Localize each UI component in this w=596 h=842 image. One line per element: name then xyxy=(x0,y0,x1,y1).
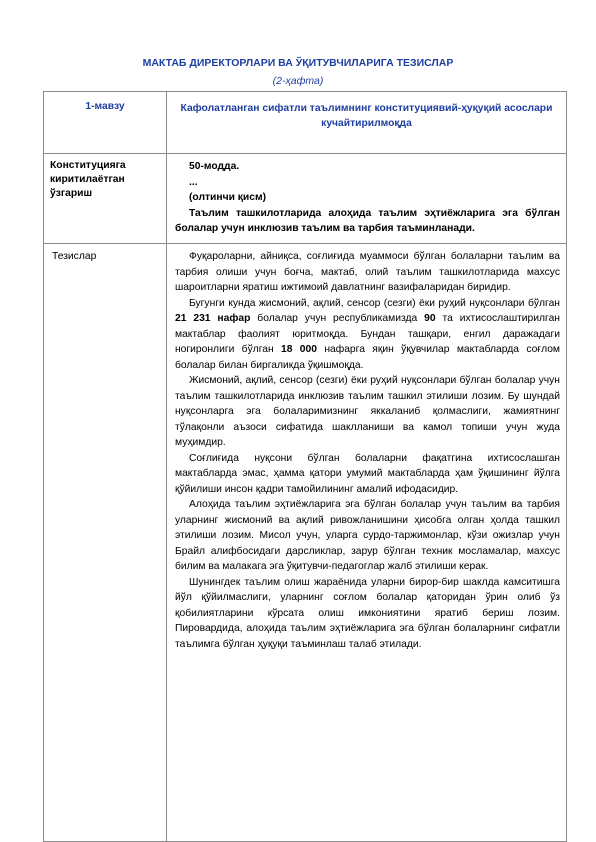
article-ellipsis: ... xyxy=(189,176,198,188)
article-number: 50-модда. xyxy=(189,161,240,172)
thesis-paragraph-4: Соғлиғида нуқсони бўлган болаларни фақатгина ихтисослашган мактабларда эмас, ҳамма қатори умумий мактабларда ҳам ўқишининг йўлга қўйилиши инсон қадри тамойилининг амалий ифодасидир. xyxy=(175,452,560,495)
thesis-paragraph-2: Бугунги кунда жисмоний, ақлий, сенсор (сезги) ёки руҳий нуқсонлари бўлган 21 231 нафар болалар учун республикамизда 90 та ихтисослаштирилган мактаблар фаолият юритмоқда. Бундан ташқари, енгил даражадаги ногиронлиги бўлган 18 000 нафарга яқин ўқувчилар мактабларда соғлом болалар билан биргаликда ўқишмоқда. xyxy=(175,297,560,371)
thesis-table xyxy=(43,91,567,842)
thesis-paragraph-6: Шунингдек таълим олиш жараёнида уларни бирор-бир шаклда камситишга йўл қўйилмаслиги, уларнинг соғлом болалар қаторидан ўрин олиб ўз қобилиятларини кўрсата олиш имкониятини яратиб бериш лозим. Пировардида, алоҳида таълим эҳтиёжларига эга бўлган болаларнинг сифатли таълимга бўлган ҳуқуқи таъминлаш талаб этилади. xyxy=(175,576,560,650)
document-title: МАКТАБ ДИРЕКТОРЛАРИ ВА ЎҚИТУВЧИЛАРИГА ТЕЗИСЛАР xyxy=(142,57,454,69)
thesis-paragraph-1: Фуқароларни, айниқса, соғлиғида муаммоси бўлган болаларни таълим ва тарбия олиши учун боғча, мактаб, олий таълим ташкилотларида махсус шароитларни яратиш ижтимоий давлатнинг вазифаларидан биридир. xyxy=(175,251,560,293)
amendment-label: Конституцияга киритилаётган ўзгариш xyxy=(44,154,167,244)
theses-row xyxy=(44,244,567,842)
thesis-paragraph-3: Жисмоний, ақлий, сенсор (сезги) ёки руҳий нуқсонлари бўлган болалар учун таълим ташкилотларида инклюзив таълим ташкил этилиши лозим. Бу шундай нуқсонларга эга болаларимизнинг яккаланиб қолмаслиги, жамиятнинг тўлақонли аъзоси сифатида шаклланиши ва камол топиши учун жуда муҳимдир. xyxy=(175,375,560,448)
thesis-paragraph-5: Алоҳида таълим эҳтиёжларига эга бўлган болалар учун таълим ва тарбия уларнинг жисмоний ва ақлий ривожланишини ҳисобга олган ҳолда ташкил этилиши лозим. Мисол учун, уларга сурдо-таржимонлар, кўзи ожизлар учун Брайл алифбосидаги дарсликлар, зарур бўлган техник мосламалар, махсус билим ва малакага эга ўқитувчи-педагоглар жалб этилиши керак. xyxy=(175,499,560,572)
theses-body xyxy=(167,244,567,842)
table-header-row xyxy=(44,92,567,154)
article-text xyxy=(167,154,567,244)
topic-label: 1-мавзу xyxy=(44,92,167,154)
article-body: Таълим ташкилотларида алоҳида таълим эҳтиёжларига эга бўлган болалар учун инклюзив таълим ва тарбия таъминланади. xyxy=(175,207,560,234)
document-subtitle: (2-ҳафта) xyxy=(272,75,324,87)
amendment-row xyxy=(44,154,567,244)
topic-text: Кафолатланган сифатли таълимнинг конституциявий-ҳуқуқий асослари кучайтирилмоқда xyxy=(167,92,567,154)
theses-label: Тезислар xyxy=(44,244,167,842)
article-part: (олтинчи қисм) xyxy=(189,192,267,203)
